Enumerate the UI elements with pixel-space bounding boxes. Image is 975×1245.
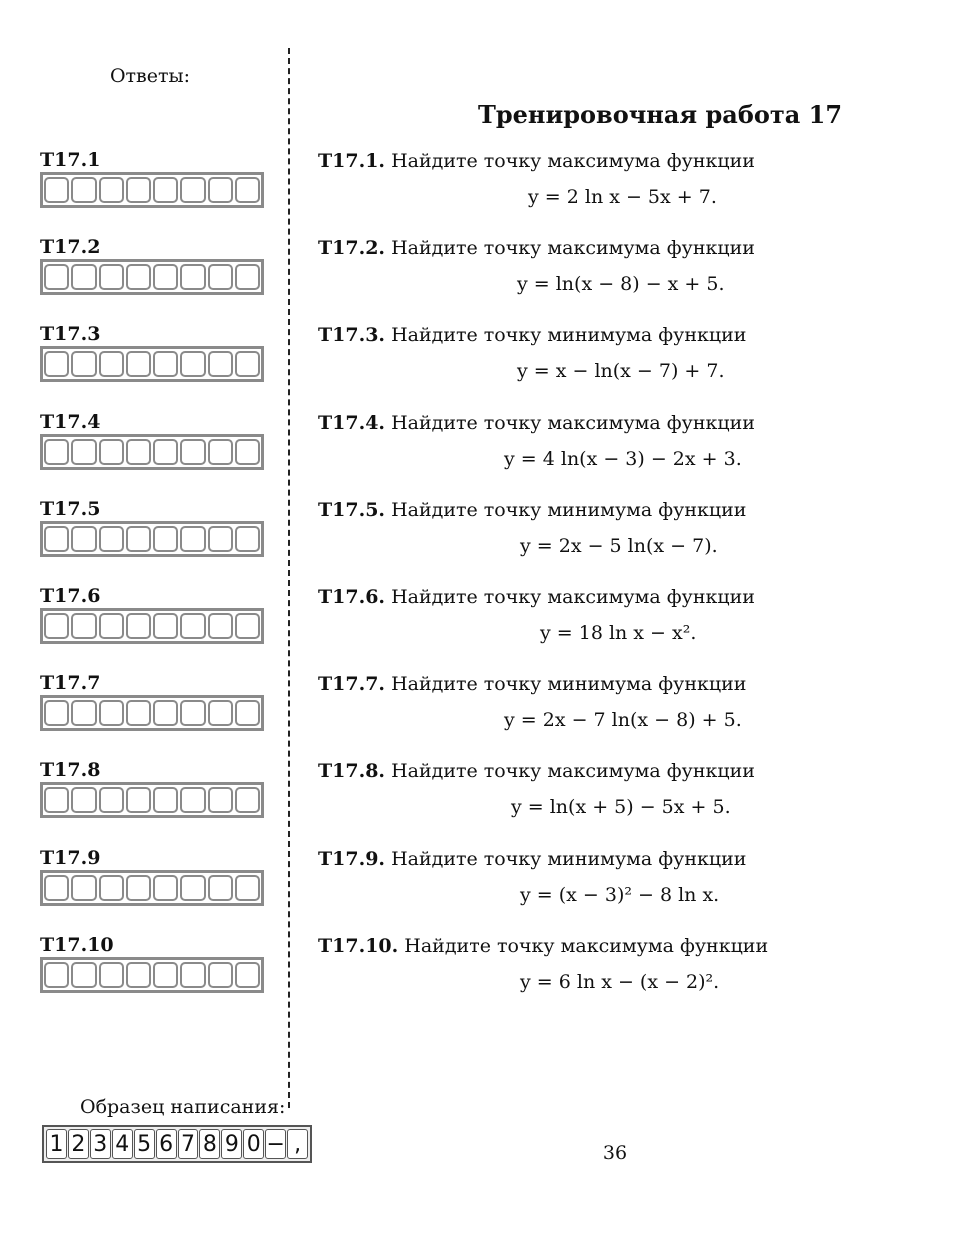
answer-cell[interactable]: [235, 613, 260, 639]
task-text: Найдите точку минимума функции: [385, 498, 747, 521]
answer-cell[interactable]: [208, 439, 233, 465]
task-text: Найдите точку максимума функции: [385, 411, 755, 434]
sample-digit: ,: [287, 1129, 308, 1159]
task-formula: y = 18 ln x − x².: [540, 622, 697, 644]
answer-field[interactable]: [40, 957, 264, 993]
answer-cell[interactable]: [99, 526, 124, 552]
answer-cell[interactable]: [44, 177, 69, 203]
answer-cell[interactable]: [235, 264, 260, 290]
answer-cell[interactable]: [208, 875, 233, 901]
answer-cell[interactable]: [44, 962, 69, 988]
answer-label: T17.5: [40, 497, 101, 520]
answer-cell[interactable]: [180, 439, 205, 465]
answer-cell[interactable]: [235, 177, 260, 203]
sample-digit: 3: [90, 1129, 111, 1159]
task-formula: y = 4 ln(x − 3) − 2x + 3.: [504, 447, 742, 470]
answer-block: [40, 150, 270, 208]
task-formula: y = 2x − 5 ln(x − 7).: [520, 534, 718, 557]
answer-cell[interactable]: [44, 700, 69, 726]
task-number: T17.8.: [318, 760, 386, 783]
answer-field[interactable]: [40, 172, 264, 208]
answer-cell[interactable]: [153, 351, 178, 377]
answer-cell[interactable]: [44, 613, 69, 639]
answer-cell[interactable]: [126, 787, 151, 813]
answer-cell[interactable]: [99, 613, 124, 639]
answer-cell[interactable]: [180, 351, 205, 377]
answer-block: [40, 760, 270, 818]
answer-cell[interactable]: [153, 264, 178, 290]
answer-cell[interactable]: [126, 962, 151, 988]
answer-cell[interactable]: [99, 962, 124, 988]
sample-writing-box: [42, 1125, 312, 1163]
answer-cell[interactable]: [126, 526, 151, 552]
answer-cell[interactable]: [180, 787, 205, 813]
task-statement: [318, 586, 938, 608]
sample-digit: 7: [178, 1129, 199, 1159]
answer-cell[interactable]: [126, 875, 151, 901]
answer-block: [40, 848, 270, 906]
sample-digit: 8: [199, 1129, 220, 1159]
answer-cell[interactable]: [99, 875, 124, 901]
answer-cell[interactable]: [208, 962, 233, 988]
task-text: Найдите точку минимума функции: [385, 847, 747, 870]
task-text: Найдите точку максимума функции: [385, 760, 755, 783]
answer-cell[interactable]: [99, 177, 124, 203]
answer-cell[interactable]: [208, 351, 233, 377]
task-formula: y = 2x − 7 ln(x − 8) + 5.: [504, 709, 742, 732]
answer-cell[interactable]: [71, 875, 96, 901]
answer-label: T17.6: [40, 585, 101, 607]
answer-field[interactable]: [40, 608, 264, 644]
answer-field[interactable]: [40, 434, 264, 470]
answer-block: [40, 586, 270, 644]
answer-cell[interactable]: [126, 264, 151, 290]
answer-cell[interactable]: [235, 875, 260, 901]
answer-cell[interactable]: [208, 700, 233, 726]
answer-label: T17.2: [40, 236, 101, 259]
answer-cell[interactable]: [44, 439, 69, 465]
sample-digit: 9: [221, 1129, 242, 1159]
answer-field[interactable]: [40, 259, 264, 295]
answer-cell[interactable]: [44, 351, 69, 377]
answer-cell[interactable]: [208, 613, 233, 639]
answer-cell[interactable]: [180, 526, 205, 552]
answer-label: T17.3: [40, 323, 101, 346]
answer-cell[interactable]: [99, 700, 124, 726]
answer-cell[interactable]: [99, 351, 124, 377]
task-statement: [318, 412, 938, 434]
task-formula: y = (x − 3)² − 8 ln x.: [520, 883, 720, 906]
task-number: T17.3.: [318, 324, 386, 347]
answer-field[interactable]: [40, 870, 264, 906]
answer-cell[interactable]: [235, 787, 260, 813]
answer-cell[interactable]: [153, 177, 178, 203]
answer-block: [40, 237, 270, 295]
answer-cell[interactable]: [180, 700, 205, 726]
task-number: T17.9.: [318, 847, 386, 870]
task-text: Найдите точку максимума функции: [385, 237, 755, 260]
answer-cell[interactable]: [71, 613, 96, 639]
answer-field[interactable]: [40, 695, 264, 731]
answer-label: T17.7: [40, 672, 101, 695]
answer-cell[interactable]: [235, 526, 260, 552]
task-formula: y = 2 ln x − 5x + 7.: [528, 186, 717, 208]
answer-cell[interactable]: [180, 177, 205, 203]
answer-cell[interactable]: [235, 700, 260, 726]
task-number: T17.6.: [318, 586, 386, 608]
answer-block: [40, 935, 270, 993]
answer-label: T17.1: [40, 149, 101, 171]
answers-title: Ответы:: [109, 65, 191, 87]
answer-cell[interactable]: [208, 264, 233, 290]
answer-cell[interactable]: [153, 439, 178, 465]
task-text: Найдите точку максимума функции: [398, 934, 769, 957]
sample-digit: 1: [46, 1129, 67, 1159]
answer-label: T17.10: [40, 933, 114, 956]
task-statement: [318, 324, 938, 346]
task-statement: [318, 935, 938, 957]
task-formula: y = 6 ln x − (x − 2)².: [520, 970, 720, 993]
task-text: Найдите точку минимума функции: [385, 673, 747, 696]
answer-label: T17.8: [40, 759, 101, 782]
task-text: Найдите точку максимума функции: [385, 150, 755, 172]
answer-block: [40, 499, 270, 557]
answer-cell[interactable]: [126, 439, 151, 465]
answer-cell[interactable]: [44, 787, 69, 813]
answer-cell[interactable]: [235, 439, 260, 465]
answer-cell[interactable]: [153, 700, 178, 726]
answer-label: T17.4: [40, 410, 101, 433]
answer-cell[interactable]: [126, 700, 151, 726]
task-number: T17.5.: [318, 498, 386, 521]
answer-cell[interactable]: [44, 264, 69, 290]
task-statement: [318, 848, 938, 870]
answer-cell[interactable]: [153, 526, 178, 552]
task-statement: [318, 237, 938, 259]
sample-digit: −: [265, 1129, 286, 1159]
answer-cell[interactable]: [71, 526, 96, 552]
answer-cell[interactable]: [99, 787, 124, 813]
answer-block: [40, 324, 270, 382]
answer-cell[interactable]: [44, 526, 69, 552]
sample-caption: Образец написания:: [80, 1096, 286, 1118]
task-number: T17.7.: [318, 673, 386, 696]
task-formula: y = ln(x − 8) − x + 5.: [517, 273, 725, 296]
answer-cell[interactable]: [235, 962, 260, 988]
answer-field[interactable]: [40, 346, 264, 382]
page-title: Тренировочная работа 17: [477, 100, 843, 129]
task-formula: y = x − ln(x − 7) + 7.: [517, 360, 725, 383]
task-statement: [318, 150, 938, 172]
sample-digit: 4: [112, 1129, 133, 1159]
answer-cell[interactable]: [180, 613, 205, 639]
task-number: T17.10.: [318, 934, 399, 957]
answer-cell[interactable]: [235, 351, 260, 377]
page-number: 36: [602, 1142, 628, 1164]
task-statement: [318, 499, 938, 521]
task-formula: y = ln(x + 5) − 5x + 5.: [511, 796, 731, 819]
answer-cell[interactable]: [99, 264, 124, 290]
sample-digit: 2: [68, 1129, 89, 1159]
answer-cell[interactable]: [153, 962, 178, 988]
sample-digit: 6: [156, 1129, 177, 1159]
answer-field[interactable]: [40, 782, 264, 818]
answer-cell[interactable]: [71, 351, 96, 377]
answer-field[interactable]: [40, 521, 264, 557]
answer-cell[interactable]: [208, 787, 233, 813]
answer-cell[interactable]: [71, 264, 96, 290]
answer-cell[interactable]: [153, 875, 178, 901]
task-number: T17.4.: [318, 411, 386, 434]
answer-cell[interactable]: [126, 351, 151, 377]
answer-cell[interactable]: [71, 177, 96, 203]
dashed-divider: [288, 48, 290, 1108]
answer-cell[interactable]: [180, 875, 205, 901]
answer-cell[interactable]: [180, 962, 205, 988]
answer-block: [40, 673, 270, 731]
answer-cell[interactable]: [126, 613, 151, 639]
sample-digit: 0: [243, 1129, 264, 1159]
answer-cell[interactable]: [99, 439, 124, 465]
answer-label: T17.9: [40, 846, 101, 869]
answer-cell[interactable]: [208, 526, 233, 552]
task-text: Найдите точку максимума функции: [385, 586, 755, 608]
task-number: T17.1.: [318, 150, 386, 172]
task-statement: [318, 673, 938, 695]
answer-cell[interactable]: [208, 177, 233, 203]
answer-cell[interactable]: [126, 177, 151, 203]
answer-cell[interactable]: [44, 875, 69, 901]
answer-cell[interactable]: [180, 264, 205, 290]
task-number: T17.2.: [318, 237, 386, 260]
answer-cell[interactable]: [71, 700, 96, 726]
answer-cell[interactable]: [71, 962, 96, 988]
answer-cell[interactable]: [153, 787, 178, 813]
answer-block: [40, 412, 270, 470]
answer-cell[interactable]: [71, 439, 96, 465]
sample-digit: 5: [134, 1129, 155, 1159]
answer-cell[interactable]: [153, 613, 178, 639]
answer-cell[interactable]: [71, 787, 96, 813]
task-text: Найдите точку минимума функции: [385, 324, 747, 347]
task-statement: [318, 760, 938, 782]
